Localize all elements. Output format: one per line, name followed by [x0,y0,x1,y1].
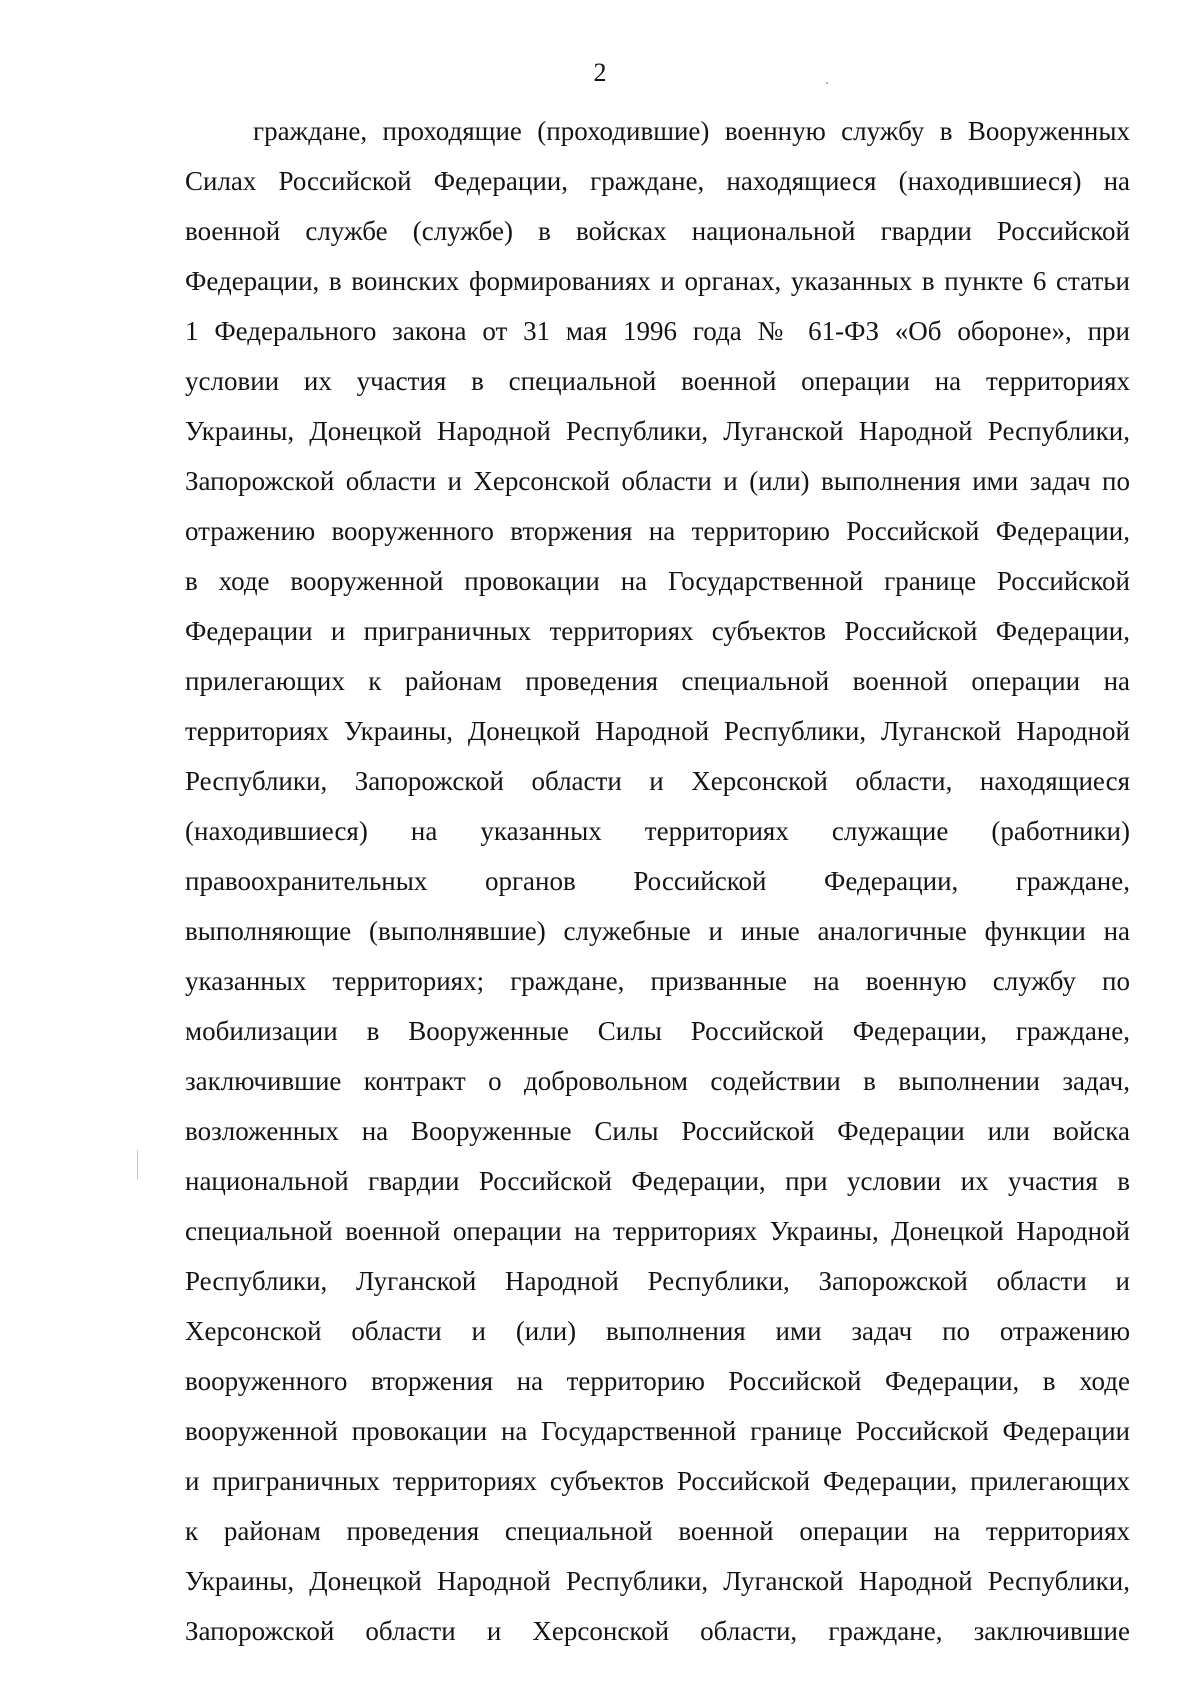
text-line: военной службе (службе) в войсках национальной гвардии Российской [185,216,1130,246]
text-line: Украины, Донецкой Народной Республики, Луганской Народной Республики, [185,1566,1130,1596]
text-line: и приграничных территориях субъектов Российской Федерации, прилегающих [185,1466,1130,1496]
scan-speck [826,82,828,84]
text-line: мобилизации в Вооруженные Силы Российской Федерации, граждане, [185,1016,1130,1046]
text-line: заключившие контракт о добровольном содействии в выполнении задач, [185,1066,1130,1096]
text-line: Запорожской области и Херсонской области и (или) выполнения ими задач по [185,466,1130,496]
text-line: Херсонской области и (или) выполнения ими задач по отражению [185,1316,1130,1346]
body-text [185,106,1130,1656]
text-line: возложенных на Вооруженные Силы Российской Федерации или войска [185,1116,1130,1146]
text-line: 1 Федерального закона от 31 мая 1996 года № 61-ФЗ «Об обороне», при [185,316,1130,346]
text-line: (находившиеся) на указанных территориях служащие (работники) [185,816,1130,846]
text-line: граждане, проходящие (проходившие) военную службу в Вооруженных [253,116,1130,146]
text-line: Федерации и приграничных территориях субъектов Российской Федерации, [185,616,1130,646]
text-line: Украины, Донецкой Народной Республики, Луганской Народной Республики, [185,416,1130,446]
scan-margin-mark [137,1150,138,1180]
text-line: прилегающих к районам проведения специальной военной операции на [185,666,1130,696]
text-line: Федерации, в воинских формированиях и органах, указанных в пункте 6 статьи [185,266,1130,296]
text-line: Запорожской области и Херсонской области, граждане, заключившие [185,1616,1130,1646]
text-line: территориях Украины, Донецкой Народной Республики, Луганской Народной [185,716,1130,746]
page-number: 2 [593,58,607,87]
text-line: в ходе вооруженной провокации на Государственной границе Российской [185,566,1130,596]
text-line: отражению вооруженного вторжения на территорию Российской Федерации, [185,516,1130,546]
text-line: национальной гвардии Российской Федерации, при условии их участия в [185,1166,1130,1196]
text-line: Силах Российской Федерации, граждане, находящиеся (находившиеся) на [185,166,1130,196]
text-line: Республики, Луганской Народной Республики, Запорожской области и [185,1266,1130,1296]
text-line: правоохранительных органов Российской Федерации, граждане, [185,866,1130,896]
text-line: вооруженного вторжения на территорию Российской Федерации, в ходе [185,1366,1130,1396]
text-line: специальной военной операции на территориях Украины, Донецкой Народной [185,1216,1130,1246]
text-line: условии их участия в специальной военной операции на территориях [185,366,1130,396]
text-line: выполняющие (выполнявшие) служебные и иные аналогичные функции на [185,916,1130,946]
text-line: к районам проведения специальной военной операции на территориях [185,1516,1130,1546]
text-line: Республики, Запорожской области и Херсонской области, находящиеся [185,766,1130,796]
text-line: указанных территориях; граждане, призванные на военную службу по [185,966,1130,996]
text-line: вооруженной провокации на Государственной границе Российской Федерации [185,1416,1130,1446]
